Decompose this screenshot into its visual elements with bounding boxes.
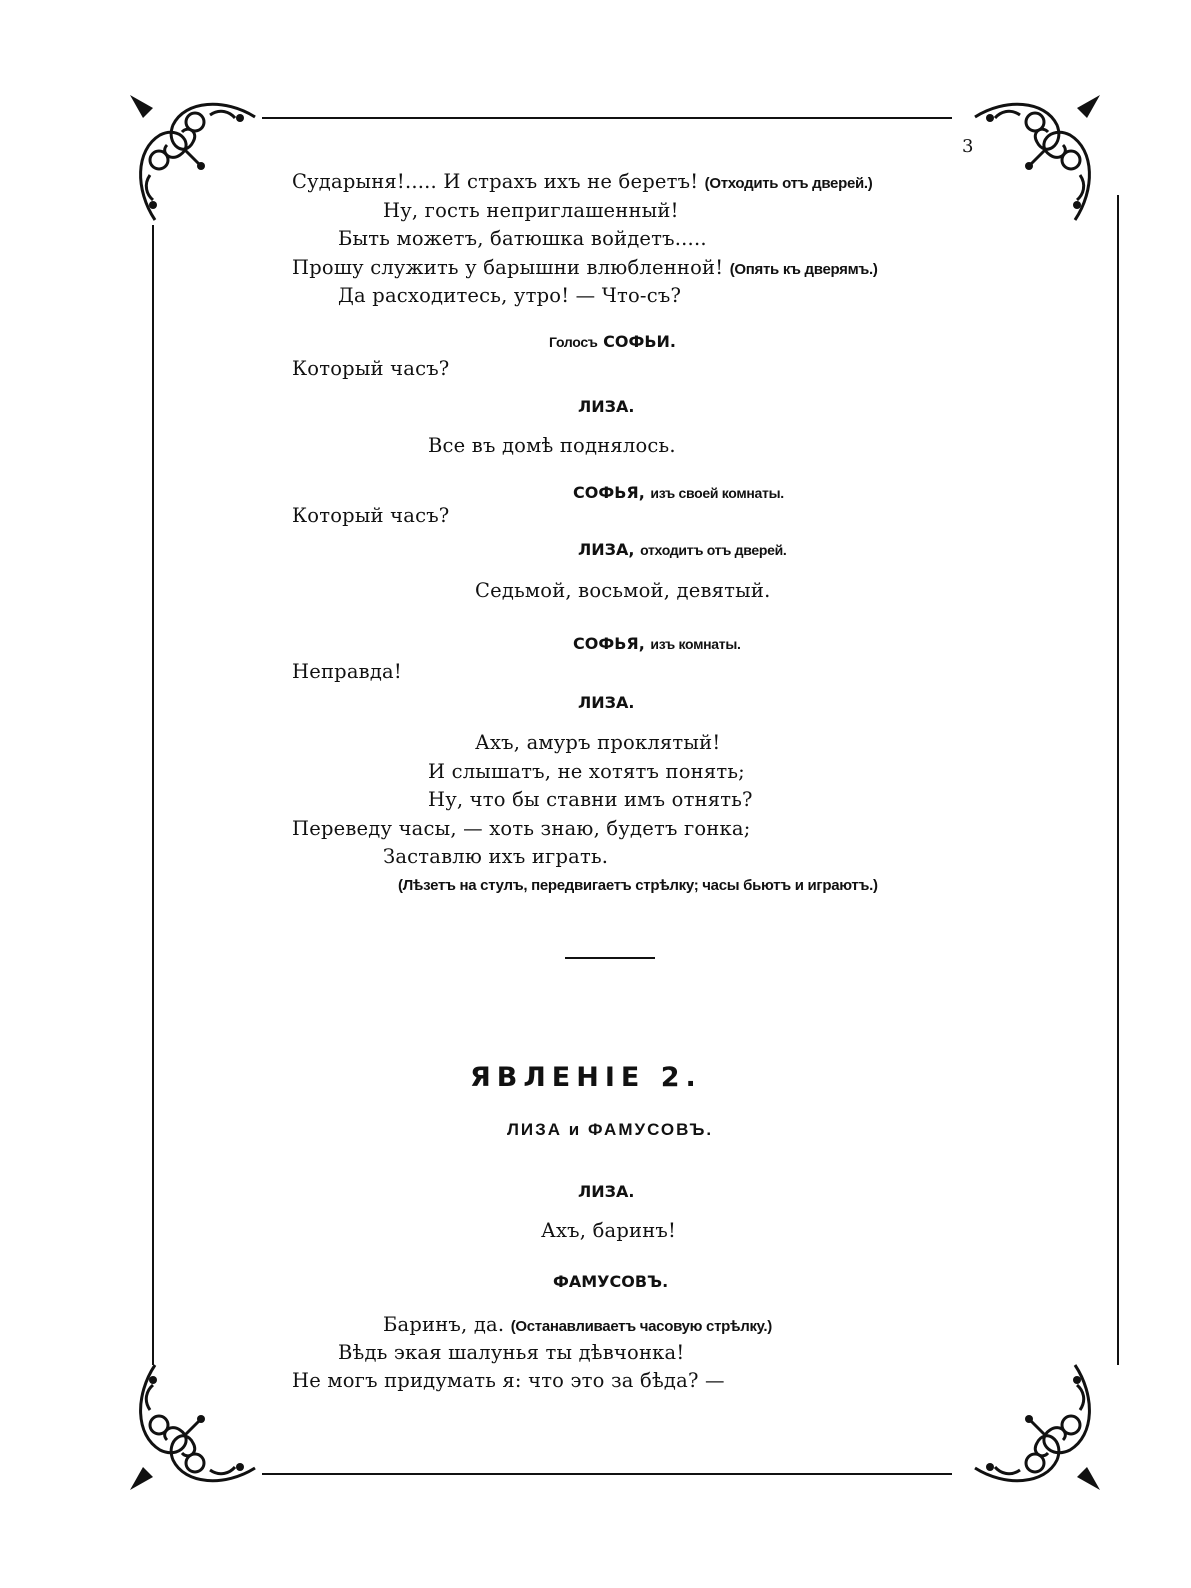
frame-top-rule bbox=[262, 117, 952, 119]
corner-ornament-icon bbox=[955, 1345, 1105, 1495]
verse-line: Быть можетъ, батюшка войдетъ..... bbox=[338, 227, 707, 250]
speaker-name: ЛИЗА. bbox=[578, 1182, 635, 1201]
speaker-name: ФАМУСОВЪ. bbox=[553, 1272, 669, 1291]
verse-line: Вѣдь экая шалунья ты дѣвчонка! bbox=[338, 1341, 685, 1364]
corner-ornament-icon bbox=[125, 90, 275, 240]
speaker-name: ЛИЗА. bbox=[578, 693, 635, 712]
speaker-name: ЛИЗА. bbox=[578, 397, 635, 416]
frame-bottom-rule bbox=[262, 1473, 952, 1475]
verse-line bbox=[292, 256, 878, 282]
stage-direction: (Отходить отъ дверей.) bbox=[704, 175, 873, 192]
verse-line: Не могъ придумать я: что это за бѣда? — bbox=[292, 1369, 725, 1392]
speaker-prefix: Голосъ bbox=[549, 334, 598, 350]
verse-line: Переведу часы, — хоть знаю, будетъ гонка; bbox=[292, 817, 751, 840]
speaker-name: СОФЬЯ, bbox=[573, 483, 645, 502]
speaker-heading bbox=[573, 482, 784, 504]
speaker-name: ЛИЗА, bbox=[578, 540, 635, 559]
verse-line: Ну, гость неприглашенный! bbox=[383, 199, 679, 222]
verse-line: Ахъ, амуръ проклятый! bbox=[475, 731, 721, 754]
speaker-note: отходитъ отъ дверей. bbox=[640, 542, 787, 558]
scene-cast: ЛИЗА и ФАМУСОВЪ. bbox=[507, 1120, 714, 1139]
verse-line: Неправда! bbox=[292, 660, 402, 683]
stage-direction: (Опять къ дверямъ.) bbox=[729, 261, 878, 278]
page-number: 3 bbox=[962, 136, 974, 157]
speaker-name: СОФЬЯ, bbox=[573, 634, 645, 653]
verse-text: Баринъ, да. bbox=[383, 1313, 505, 1336]
verse-line: Да расходитесь, утро! — Что-съ? bbox=[338, 284, 682, 307]
frame-right-rule bbox=[1117, 195, 1119, 1365]
verse-line: Ну, что бы ставни имъ отнять? bbox=[428, 788, 753, 811]
stage-direction: (Лѣзетъ на стулъ, передвигаетъ стрѣлку; часы бьютъ и играютъ.) bbox=[398, 877, 878, 894]
scene-separator bbox=[565, 957, 655, 959]
verse-text: Сударыня!..... И страхъ ихъ не беретъ! bbox=[292, 170, 699, 193]
corner-ornament-icon bbox=[955, 90, 1105, 240]
frame-left-rule bbox=[152, 225, 154, 1365]
corner-ornament-icon bbox=[125, 1345, 275, 1495]
verse-line: Который часъ? bbox=[292, 357, 450, 380]
verse-line: Ахъ, баринъ! bbox=[541, 1219, 677, 1242]
stage-direction: (Останавливаетъ часовую стрѣлку.) bbox=[510, 1318, 772, 1335]
speaker-note: изъ своей комнаты. bbox=[650, 485, 784, 501]
speaker-heading bbox=[578, 539, 787, 561]
scene-title: ЯВЛЕНІЕ 2. bbox=[470, 1062, 702, 1093]
speaker-heading bbox=[549, 331, 676, 353]
speaker-name: СОФЬИ. bbox=[603, 332, 676, 351]
verse-line: Все въ домѣ поднялось. bbox=[428, 434, 676, 457]
verse-line: И слышатъ, не хотятъ понять; bbox=[428, 760, 745, 783]
verse-line: Который часъ? bbox=[292, 504, 450, 527]
verse-line: Седьмой, восьмой, девятый. bbox=[475, 579, 771, 602]
speaker-note: изъ комнаты. bbox=[650, 636, 741, 652]
verse-line bbox=[383, 1313, 772, 1339]
verse-text: Прошу служить у барышни влюбленной! bbox=[292, 256, 724, 279]
verse-line: Заставлю ихъ играть. bbox=[383, 845, 609, 868]
verse-line bbox=[292, 170, 873, 196]
speaker-heading bbox=[573, 633, 741, 655]
